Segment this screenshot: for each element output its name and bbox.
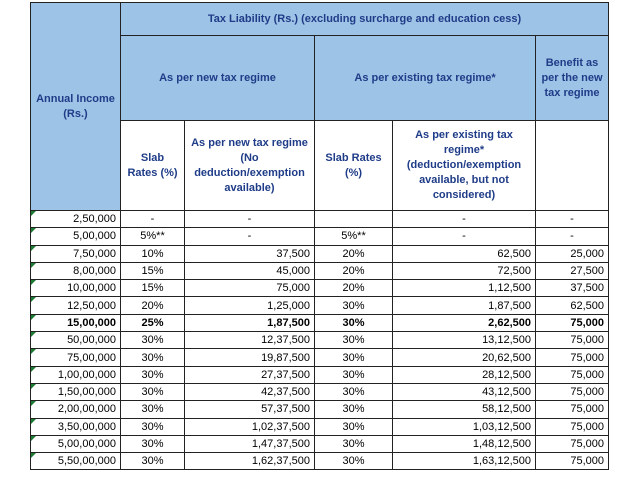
table-row <box>31 262 609 279</box>
tax-new-cell: 27,37,500 <box>185 366 315 383</box>
slab-existing-cell: 20% <box>315 280 393 297</box>
slab-new-cell: 15% <box>121 262 185 279</box>
tax-new-cell: 1,47,37,500 <box>185 435 315 452</box>
slab-existing-cell: 20% <box>315 262 393 279</box>
income-cell: 12,50,000 <box>31 297 121 314</box>
tax-existing-cell: 1,63,12,500 <box>393 453 536 470</box>
income-cell: 2,00,00,000 <box>31 401 121 418</box>
tax-existing-cell: 20,62,500 <box>393 349 536 366</box>
table-row <box>31 228 609 245</box>
tax-existing-cell: 72,500 <box>393 262 536 279</box>
benefit-cell: 25,000 <box>536 245 609 262</box>
slab-new-cell: 30% <box>121 383 185 400</box>
slab-new-cell: 30% <box>121 349 185 366</box>
slab-new-cell: 15% <box>121 280 185 297</box>
tax-new-cell: 12,37,500 <box>185 332 315 349</box>
slab-existing-cell <box>315 211 393 228</box>
benefit-cell: 62,500 <box>536 297 609 314</box>
tax-comparison-table <box>30 2 609 470</box>
tax-existing-cell: 1,03,12,500 <box>393 418 536 435</box>
table-row <box>31 280 609 297</box>
tax-existing-cell: 13,12,500 <box>393 332 536 349</box>
slab-existing-cell: 30% <box>315 297 393 314</box>
table-row <box>31 435 609 452</box>
existing-regime-detail-header: As per existing tax regime* (deduction/exemption available, but not considered) <box>393 121 536 211</box>
tax-new-cell: 37,500 <box>185 245 315 262</box>
slab-existing-cell: 30% <box>315 383 393 400</box>
slab-existing-cell: 30% <box>315 435 393 452</box>
tax-existing-cell: 43,12,500 <box>393 383 536 400</box>
income-cell: 10,00,000 <box>31 280 121 297</box>
table-row <box>31 349 609 366</box>
slab-new-cell: 30% <box>121 418 185 435</box>
tax-new-cell: - <box>185 211 315 228</box>
slab-existing-cell: 30% <box>315 366 393 383</box>
slab-existing-cell: 30% <box>315 332 393 349</box>
benefit-cell: 75,000 <box>536 435 609 452</box>
slab-existing-cell: 5%** <box>315 228 393 245</box>
table-row <box>31 314 609 331</box>
tax-existing-cell: 1,48,12,500 <box>393 435 536 452</box>
tax-new-cell: 75,000 <box>185 280 315 297</box>
slab-existing-cell: 30% <box>315 418 393 435</box>
table-row <box>31 366 609 383</box>
tax-new-cell: 57,37,500 <box>185 401 315 418</box>
slab-new-cell: 30% <box>121 401 185 418</box>
slab-new-cell: 10% <box>121 245 185 262</box>
income-cell: 1,00,00,000 <box>31 366 121 383</box>
benefit-subheader-blank <box>536 121 609 211</box>
tax-existing-cell: 58,12,500 <box>393 401 536 418</box>
benefit-cell: 75,000 <box>536 383 609 400</box>
table-row <box>31 418 609 435</box>
slab-rates-existing-header: Slab Rates (%) <box>315 121 393 211</box>
slab-existing-cell: 30% <box>315 453 393 470</box>
existing-regime-header: As per existing tax regime* <box>315 36 536 121</box>
benefit-header: Benefit as per the new tax regime <box>536 36 609 121</box>
slab-new-cell: 30% <box>121 366 185 383</box>
income-cell: 3,50,00,000 <box>31 418 121 435</box>
table-row <box>31 383 609 400</box>
income-cell: 1,50,00,000 <box>31 383 121 400</box>
benefit-cell: 27,500 <box>536 262 609 279</box>
tax-new-cell: 1,25,000 <box>185 297 315 314</box>
income-cell: 5,00,00,000 <box>31 435 121 452</box>
income-cell: 7,50,000 <box>31 245 121 262</box>
slab-rates-new-header: Slab Rates (%) <box>121 121 185 211</box>
income-cell: 15,00,000 <box>31 314 121 331</box>
slab-existing-cell: 20% <box>315 245 393 262</box>
tax-new-cell: 19,87,500 <box>185 349 315 366</box>
tax-existing-cell: 62,500 <box>393 245 536 262</box>
tax-new-cell: 1,62,37,500 <box>185 453 315 470</box>
tax-existing-cell: - <box>393 228 536 245</box>
tax-new-cell: 1,02,37,500 <box>185 418 315 435</box>
tax-new-cell: 1,87,500 <box>185 314 315 331</box>
slab-new-cell: - <box>121 211 185 228</box>
slab-new-cell: 30% <box>121 453 185 470</box>
slab-existing-cell: 30% <box>315 314 393 331</box>
tax-existing-cell: 1,87,500 <box>393 297 536 314</box>
income-cell: 50,00,000 <box>31 332 121 349</box>
benefit-cell: 75,000 <box>536 349 609 366</box>
benefit-cell: 75,000 <box>536 332 609 349</box>
table-row <box>31 297 609 314</box>
benefit-cell: 75,000 <box>536 366 609 383</box>
new-regime-detail-header: As per new tax regime (No deduction/exemption available) <box>185 121 315 211</box>
income-cell: 75,00,000 <box>31 349 121 366</box>
tax-existing-cell: 28,12,500 <box>393 366 536 383</box>
annual-income-header: Annual Income (Rs.) <box>31 3 121 211</box>
table-row <box>31 401 609 418</box>
tax-existing-cell: 1,12,500 <box>393 280 536 297</box>
tax-liability-header: Tax Liability (Rs.) (excluding surcharge and education cess) <box>121 3 609 36</box>
tax-existing-cell: - <box>393 211 536 228</box>
slab-new-cell: 20% <box>121 297 185 314</box>
slab-new-cell: 30% <box>121 435 185 452</box>
income-cell: 8,00,000 <box>31 262 121 279</box>
benefit-cell: - <box>536 211 609 228</box>
tax-new-cell: - <box>185 228 315 245</box>
table-row <box>31 245 609 262</box>
new-regime-header: As per new tax regime <box>121 36 315 121</box>
tax-existing-cell: 2,62,500 <box>393 314 536 331</box>
slab-existing-cell: 30% <box>315 401 393 418</box>
benefit-cell: 37,500 <box>536 280 609 297</box>
slab-new-cell: 25% <box>121 314 185 331</box>
benefit-cell: - <box>536 228 609 245</box>
income-cell: 5,50,00,000 <box>31 453 121 470</box>
table-row <box>31 332 609 349</box>
benefit-cell: 75,000 <box>536 453 609 470</box>
benefit-cell: 75,000 <box>536 314 609 331</box>
tax-new-cell: 42,37,500 <box>185 383 315 400</box>
slab-new-cell: 5%** <box>121 228 185 245</box>
slab-new-cell: 30% <box>121 332 185 349</box>
income-cell: 5,00,000 <box>31 228 121 245</box>
income-cell: 2,50,000 <box>31 211 121 228</box>
tax-new-cell: 45,000 <box>185 262 315 279</box>
benefit-cell: 75,000 <box>536 418 609 435</box>
benefit-cell: 75,000 <box>536 401 609 418</box>
table-row <box>31 453 609 470</box>
slab-existing-cell: 30% <box>315 349 393 366</box>
table-row <box>31 211 609 228</box>
